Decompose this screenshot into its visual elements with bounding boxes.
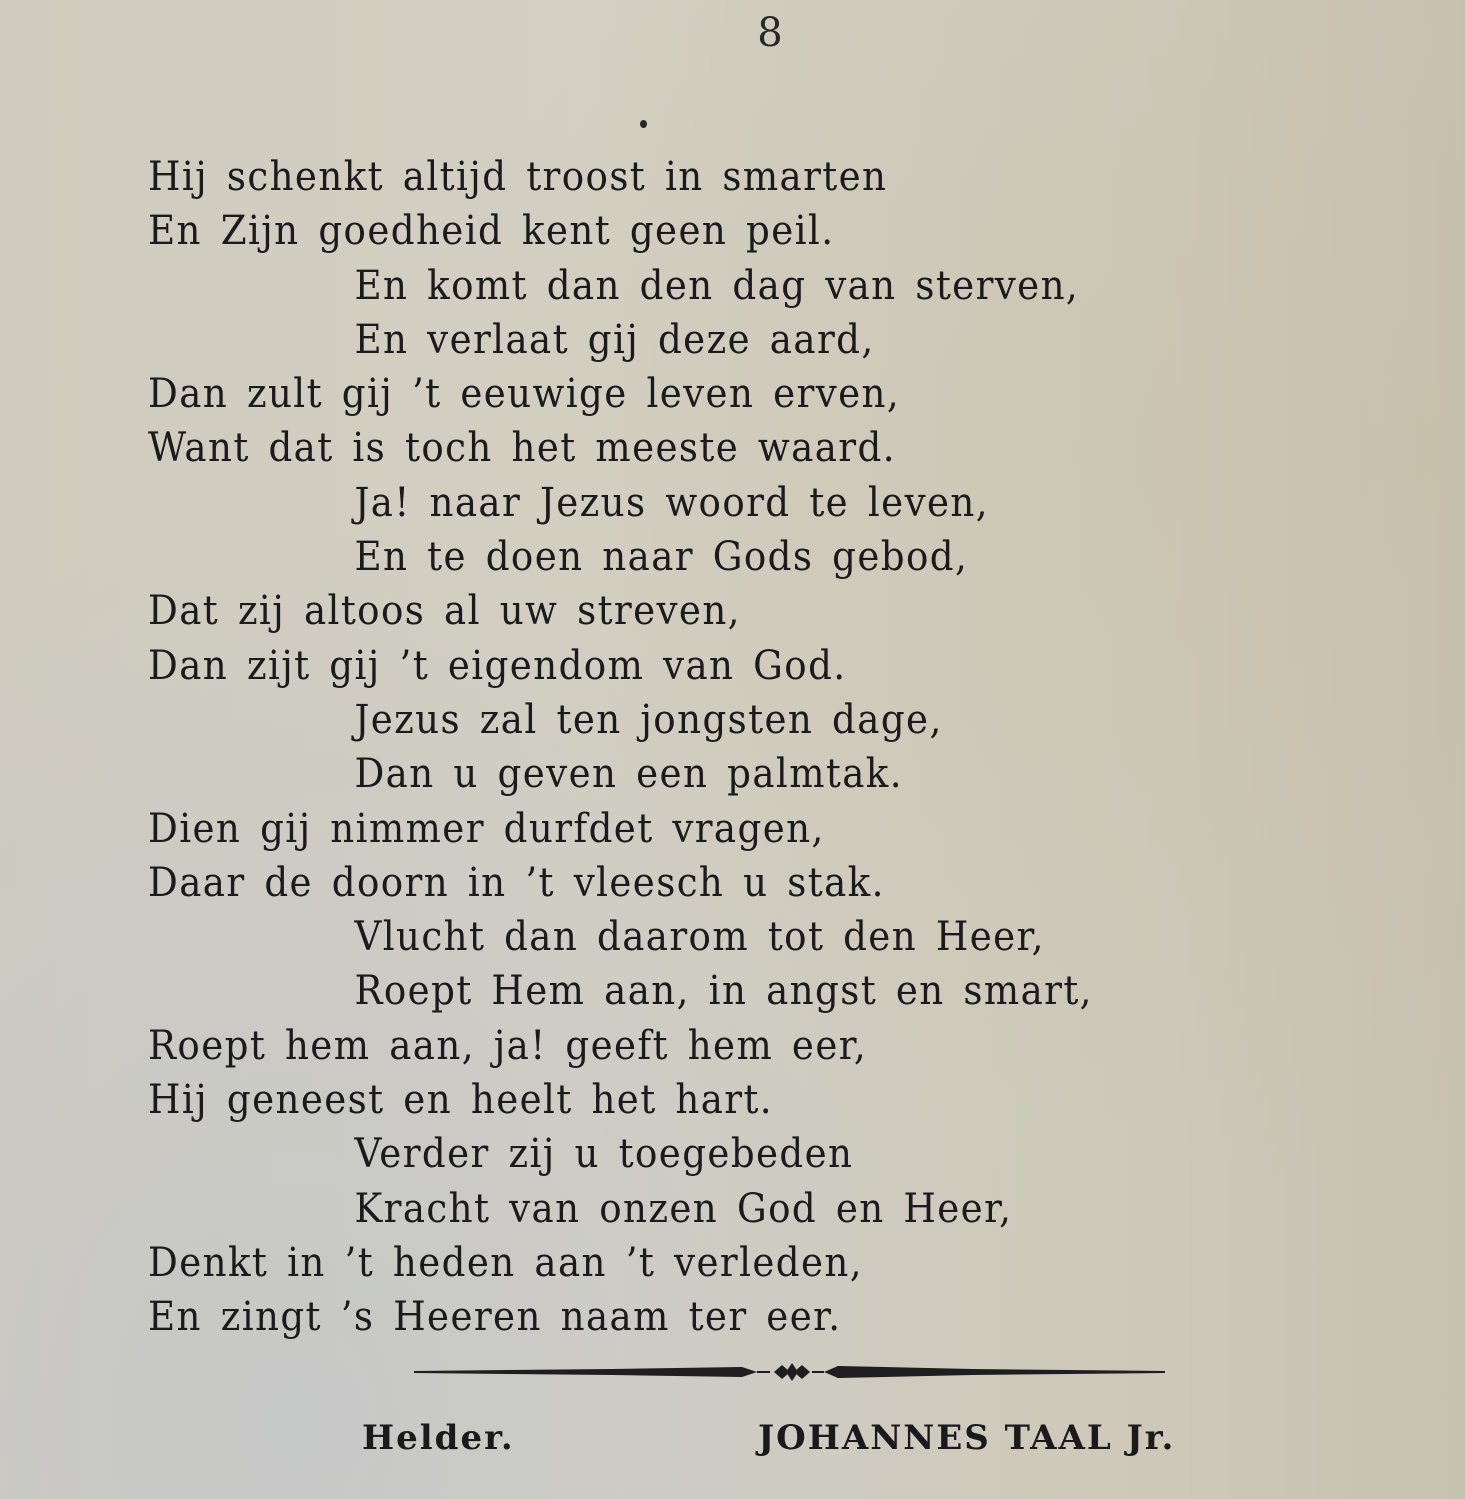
page-number: 8 — [757, 10, 783, 56]
poem-line: Dien gij nimmer durfdet vragen, — [148, 805, 825, 852]
poem-line: Hij schenkt altijd troost in smarten — [148, 154, 888, 200]
poem-line: Denkt in ’t heden aan ’t verleden, — [148, 1239, 863, 1286]
poem-line: Jezus zal ten jongsten dage, — [354, 696, 943, 743]
poem-line: Ja! naar Jezus woord te leven, — [354, 479, 989, 526]
poem-line: Roept hem aan, ja! geeft hem eer, — [148, 1022, 868, 1069]
poem-line: Want dat is toch het meeste waard. — [148, 425, 896, 472]
poem-line: Kracht van onzen God en Heer, — [354, 1185, 1013, 1232]
poem-line: Dan zult gij ’t eeuwige leven erven, — [148, 371, 901, 418]
author-signature: JOHANNES TAAL Jr. — [758, 1418, 1176, 1458]
poem-line: En zingt ’s Heeren naam ter eer. — [148, 1294, 842, 1341]
ink-speck — [640, 120, 647, 128]
poem-line: En Zijn goedheid kent geen peil. — [148, 208, 835, 255]
poem-line: En komt dan den dag van sterven, — [354, 262, 1080, 309]
poem — [148, 150, 1164, 1345]
poem-line: Dan u geven een palmtak. — [354, 751, 903, 798]
poem-line: Dan zijt gij ’t eigendom van God. — [148, 642, 847, 689]
poem-line: Verder zij u toegebeden — [354, 1131, 854, 1178]
poem-line: Roept Hem aan, in angst en smart, — [354, 968, 1093, 1015]
poem-line: En verlaat gij deze aard, — [354, 316, 875, 363]
decorative-rule-icon — [412, 1360, 1167, 1384]
poem-line: En te doen naar Gods gebod, — [354, 534, 969, 581]
poem-line: Daar de doorn in ’t vleesch u stak. — [148, 859, 885, 906]
poem-line: Vlucht dan daarom tot den Heer, — [354, 914, 1045, 961]
poem-line: Hij geneest en heelt het hart. — [148, 1077, 774, 1124]
place-signature: Helder. — [362, 1418, 515, 1458]
poem-line: Dat zij altoos al uw streven, — [148, 588, 741, 635]
